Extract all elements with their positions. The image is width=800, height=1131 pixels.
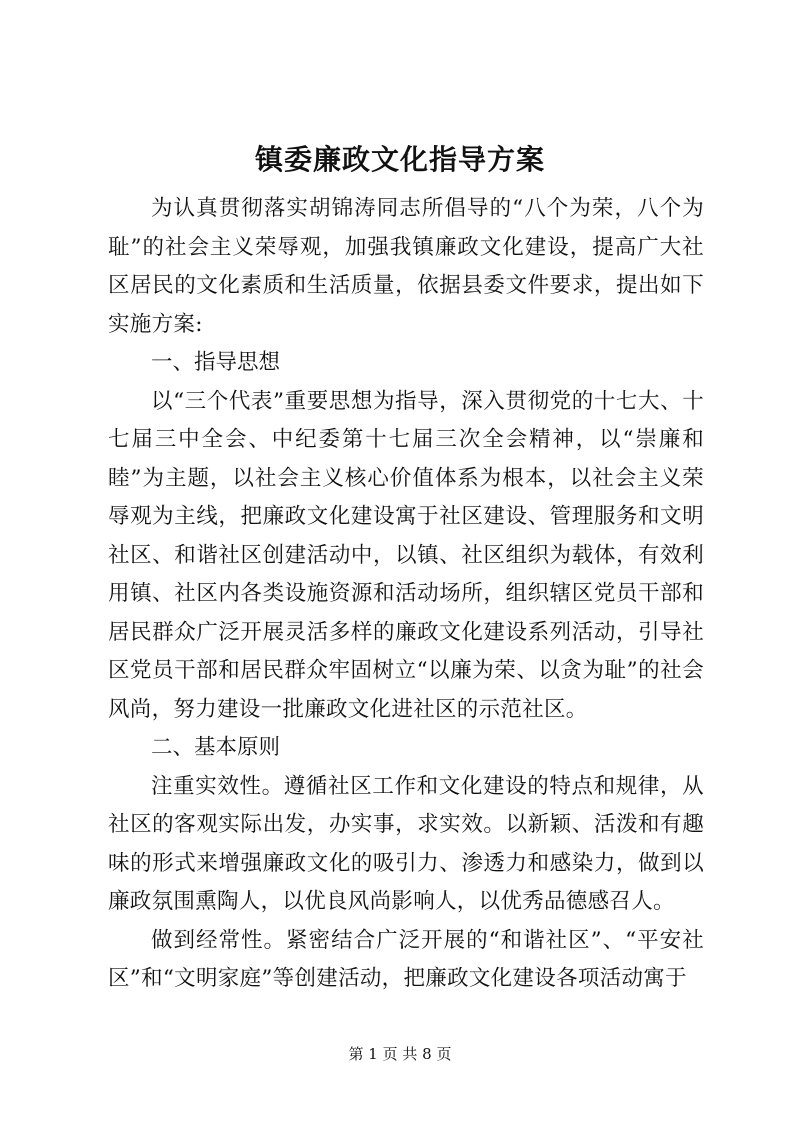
principle-effectiveness-paragraph: 注重实效性。遵循社区工作和文化建设的特点和规律，从社区的客观实际出发，办实事，求实效。以新颖、活泼和有趣味的形式来增强廉政文化的吸引力、渗透力和感染力，做到以廉政氛围熏陶人，以优良风尚影响人，以优秀品德感召人。 [108,773,704,914]
guiding-ideology-paragraph: 以“三个代表”重要思想为指导，深入贯彻党的十七大、十七届三中全会、中纪委第十七届三次全会精神，以“崇廉和睦”为主题，以社会主义核心价值体系为根本，以社会主义荣辱观为主线，把廉政文化建设寓于社区建设、管理服务和文明社区、和谐社区创建活动中，以镇、社区组织为载体，有效利用镇、社区内各类设施资源和活动场所，组织辖区党员干部和居民群众广泛开展灵活多样的廉政文化建设系列活动，引导社区党员干部和居民群众牢固树立“以廉为荣、以贪为耻”的社会风尚，努力建设一批廉政文化进社区的示范社区。 [108,388,704,722]
document-title: 镇委廉政文化指导方案 [254,143,545,176]
page-number-footer: 第 1 页 共 8 页 [348,1045,452,1063]
principle-regularity-paragraph: 做到经常性。紧密结合广泛开展的“和谐社区”、“平安社区”和“文明家庭”等创建活动，把廉政文化建设各项活动寓于 [108,927,704,991]
intro-paragraph: 为认真贯彻落实胡锦涛同志所倡导的“八个为荣，八个为耻”的社会主义荣辱观，加强我镇廉政文化建设，提高广大社区居民的文化素质和生活质量，依据县委文件要求，提出如下实施方案: [108,196,704,337]
document-body [108,190,704,999]
section-heading-guiding-ideology: 一、指导思想 [151,350,281,375]
section-heading-basic-principles: 二、基本原则 [151,735,281,760]
